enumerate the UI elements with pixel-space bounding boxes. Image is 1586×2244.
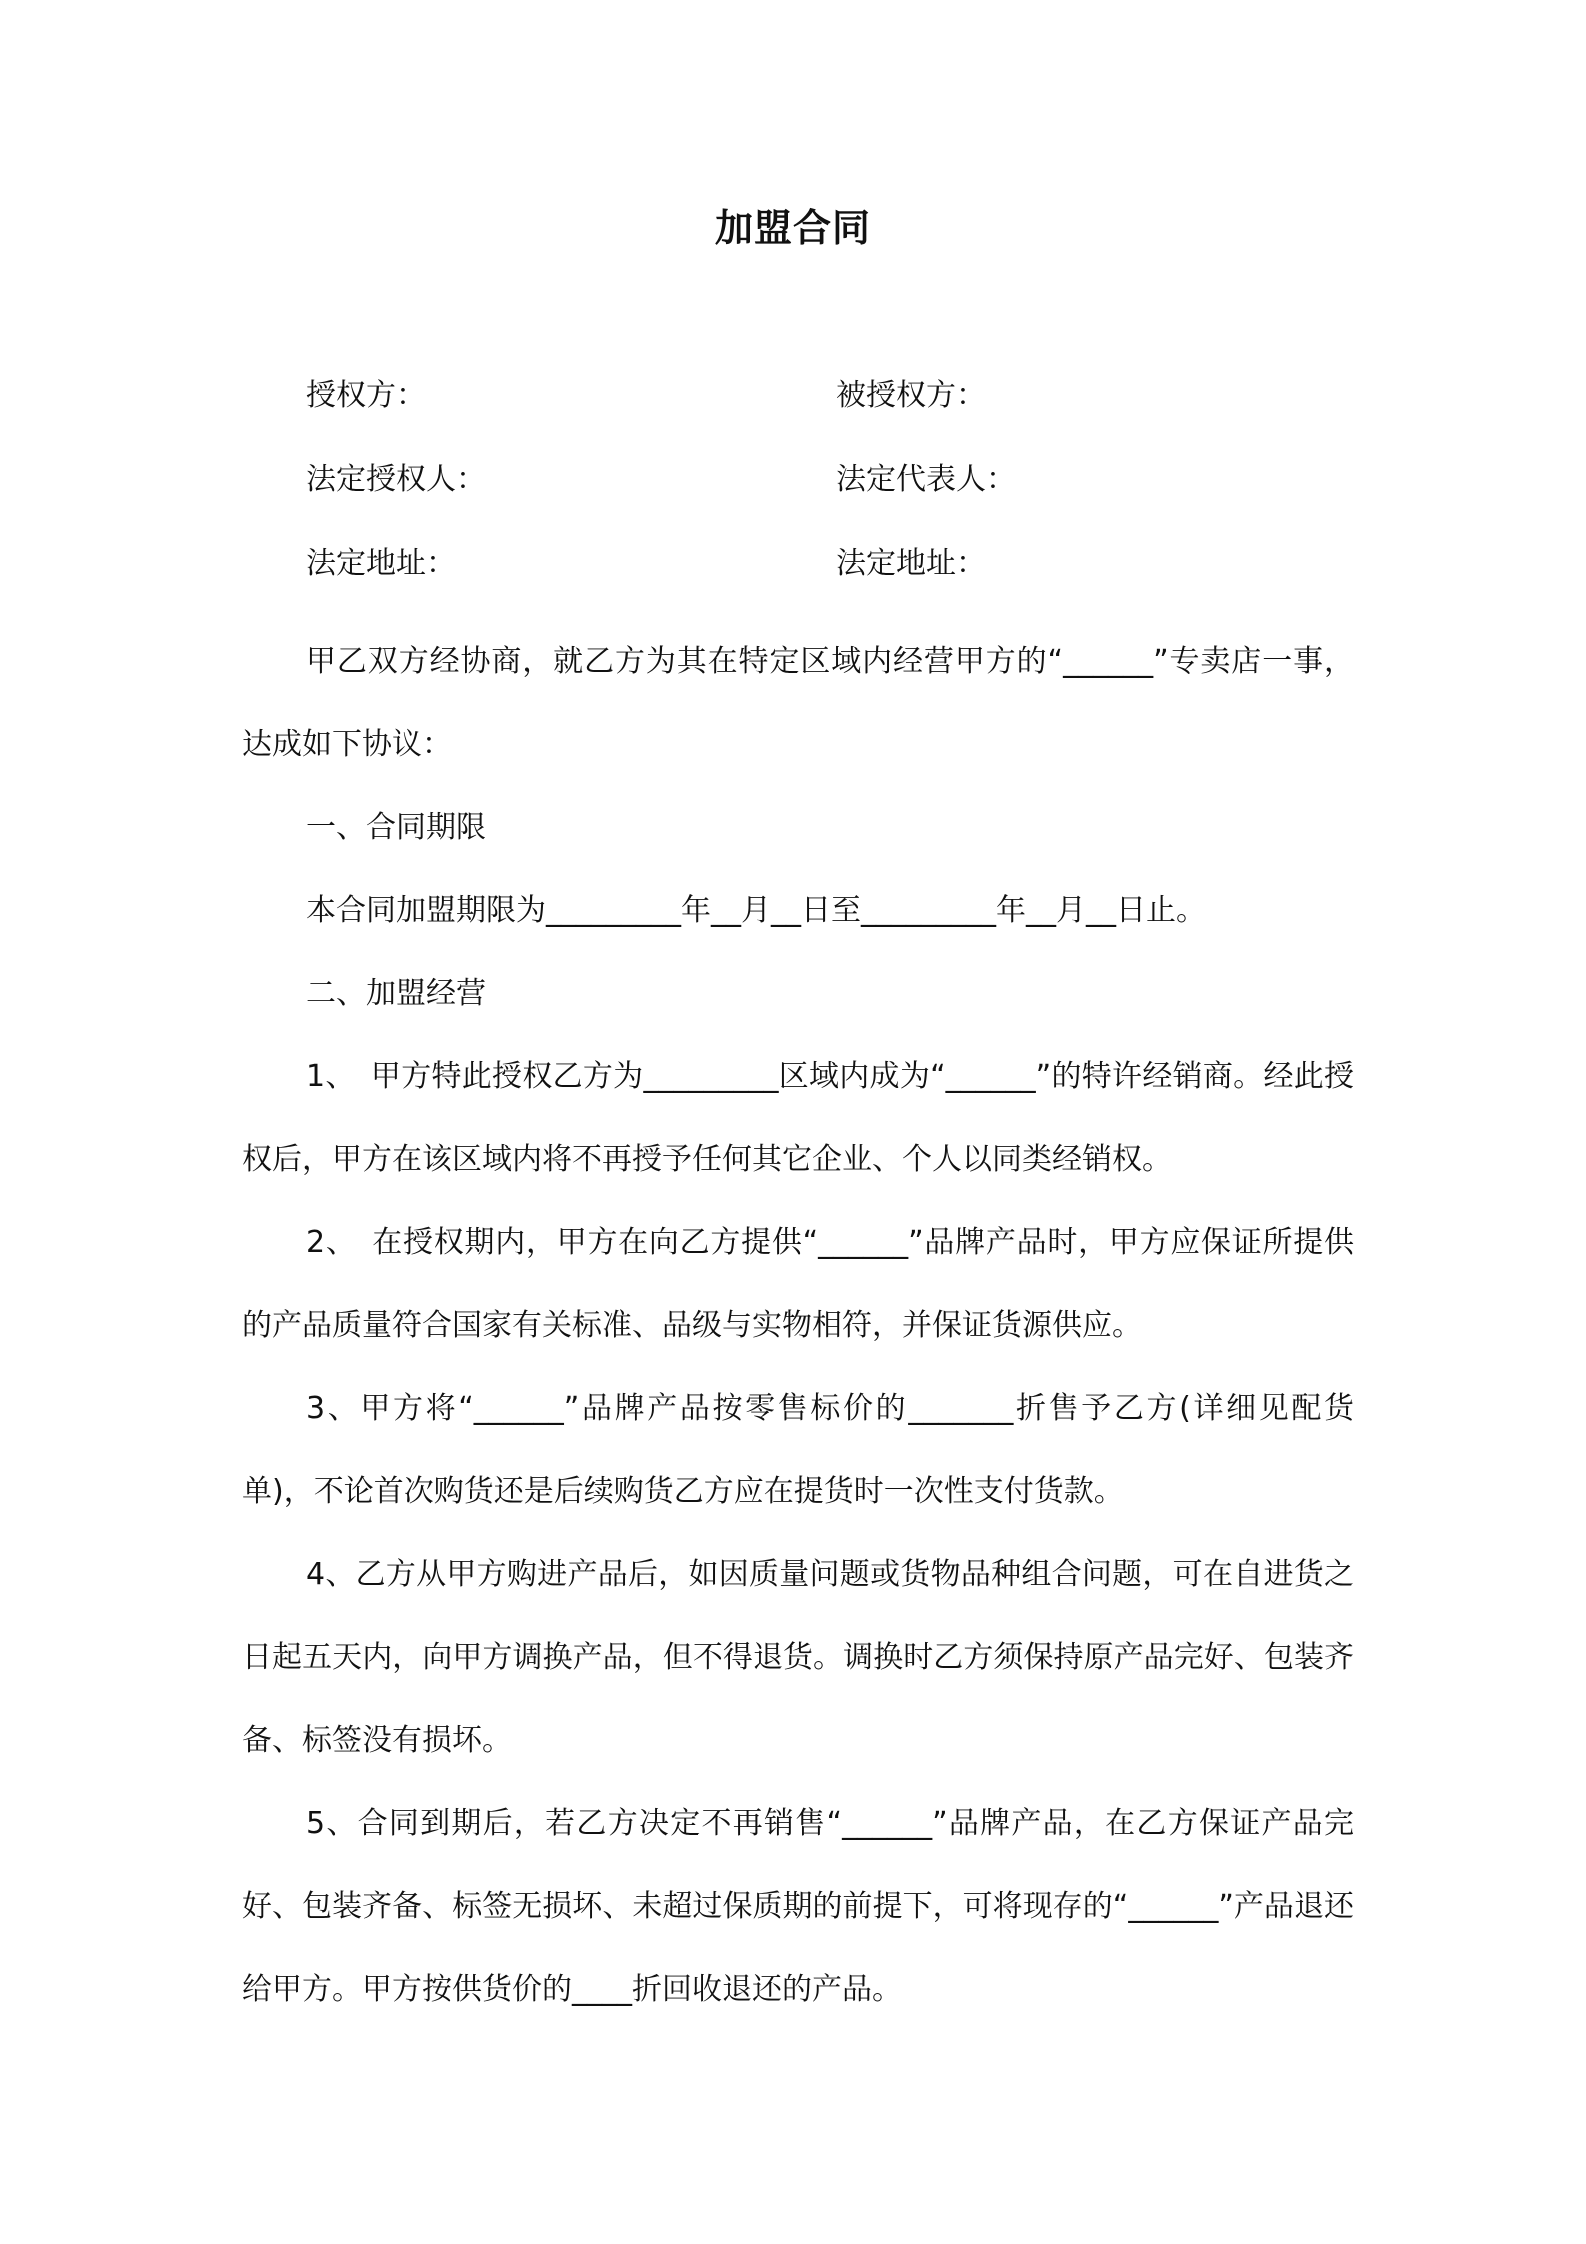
licensor-label: 授权方： — [306, 378, 426, 413]
clause-5: 5、合同到期后，若乙方决定不再销售“______”品牌产品，在乙方保证产品完好、包装齐备、标签无损坏、未超过保质期的前提下，可将现存的“______”产品退还给甲方。甲方按供货价的____折回收退还的产品。 — [242, 1806, 1354, 2007]
clause-4: 4、乙方从甲方购进产品后，如因质量问题或货物品种组合问题，可在自进货之日起五天内，向甲方调换产品，但不得退货。调换时乙方须保持原产品完好、包装齐备、标签没有损坏。 — [242, 1557, 1354, 1758]
section-heading-term: 一、合同期限 — [306, 810, 486, 845]
licensee-address-label: 法定地址： — [836, 546, 986, 581]
licensor-rep-label: 法定授权人： — [306, 462, 486, 497]
term-paragraph: 本合同加盟期限为_________年__月__日至_________年__月__日止。 — [306, 893, 1206, 928]
clause-3: 3、甲方将“______”品牌产品按零售标价的_______折售予乙方(详细见配货单)，不论首次购货还是后续购货乙方应在提货时一次性支付货款。 — [242, 1391, 1354, 1509]
section-heading-franchise: 二、加盟经营 — [306, 976, 486, 1011]
licensee-label: 被授权方： — [836, 378, 986, 413]
party-row-representatives — [306, 452, 1356, 508]
party-row-addresses — [306, 536, 1356, 592]
party-row-names — [306, 368, 1356, 424]
preamble-paragraph: 甲乙双方经协商，就乙方为其在特定区域内经营甲方的“______”专卖店一事，达成如下协议： — [242, 644, 1354, 762]
licensee-rep-label: 法定代表人： — [836, 462, 1016, 497]
contract-body — [242, 620, 1354, 2031]
document-title: 加盟合同 — [714, 206, 871, 250]
clause-2: 2、 在授权期内，甲方在向乙方提供“______”品牌产品时，甲方应保证所提供的产品质量符合国家有关标准、品级与实物相符，并保证货源供应。 — [242, 1225, 1354, 1343]
clause-1: 1、 甲方特此授权乙方为_________区域内成为“______”的特许经销商。经此授权后，甲方在该区域内将不再授予任何其它企业、个人以同类经销权。 — [242, 1059, 1354, 1177]
licensor-address-label: 法定地址： — [306, 546, 456, 581]
